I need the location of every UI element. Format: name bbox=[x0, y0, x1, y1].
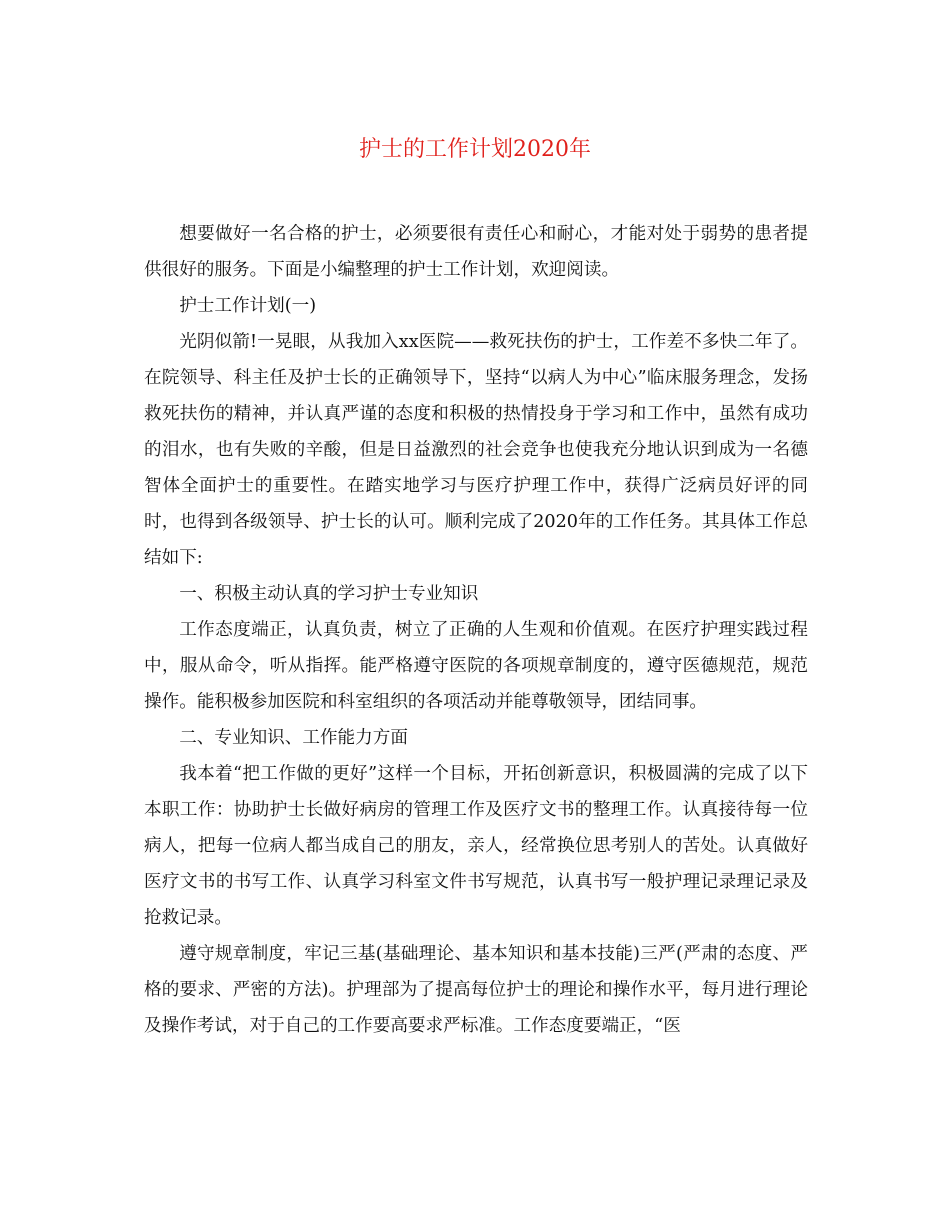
section-heading-plan-one: 护士工作计划(一) bbox=[179, 296, 317, 316]
document-title: 护士的工作计划2020年 bbox=[359, 137, 591, 162]
body-paragraph: 遵守规章制度，牢记三基(基础理论、基本知识和基本技能)三严(严肃的态度、严格的要求、严密的方法)。护理部为了提高每位护士的理论和操作水平，每月进行理论及操作考试，对于自己的工作要高要求严标准。工作态度要端正，“医 bbox=[144, 944, 808, 1036]
body-paragraph: 工作态度端正，认真负责，树立了正确的人生观和价值观。在医疗护理实践过程中，服从命令，听从指挥。能严格遵守医院的各项规章制度的，遵守医德规范，规范操作。能积极参加医院和科室组织的各项活动并能尊敬领导，团结同事。 bbox=[144, 620, 808, 712]
section-heading-2: 二、专业知识、工作能力方面 bbox=[179, 728, 408, 748]
body-paragraph: 光阴似箭!一晃眼，从我加入xx医院——救死扶伤的护士，工作差不多快二年了。在院领导、科主任及护士长的正确领导下，坚持“以病人为中心”临床服务理念，发扬救死扶伤的精神，并认真严谨的态度和积极的热情投身于学习和工作中，虽然有成功的泪水，也有失败的辛酸，但是日益激烈的社会竞争也使我充分地认识到成为一名德智体全面护士的重要性。在踏实地学习与医疗护理工作中，获得广泛病员好评的同时，也得到各级领导、护士长的认可。顺利完成了2020年的工作任务。其具体工作总结如下: bbox=[144, 332, 808, 568]
intro-paragraph: 想要做好一名合格的护士，必须要很有责任心和耐心，才能对处于弱势的患者提供很好的服务。下面是小编整理的护士工作计划，欢迎阅读。 bbox=[144, 224, 808, 280]
section-heading-1: 一、积极主动认真的学习护士专业知识 bbox=[179, 584, 479, 604]
body-paragraph: 我本着“把工作做的更好”这样一个目标，开拓创新意识，积极圆满的完成了以下本职工作：协助护士长做好病房的管理工作及医疗文书的整理工作。认真接待每一位病人，把每一位病人都当成自己的朋友，亲人，经常换位思考别人的苦处。认真做好医疗文书的书写工作、认真学习科室文件书写规范，认真书写一般护理记录理记录及抢救记录。 bbox=[144, 764, 808, 928]
document-body bbox=[144, 216, 808, 1044]
